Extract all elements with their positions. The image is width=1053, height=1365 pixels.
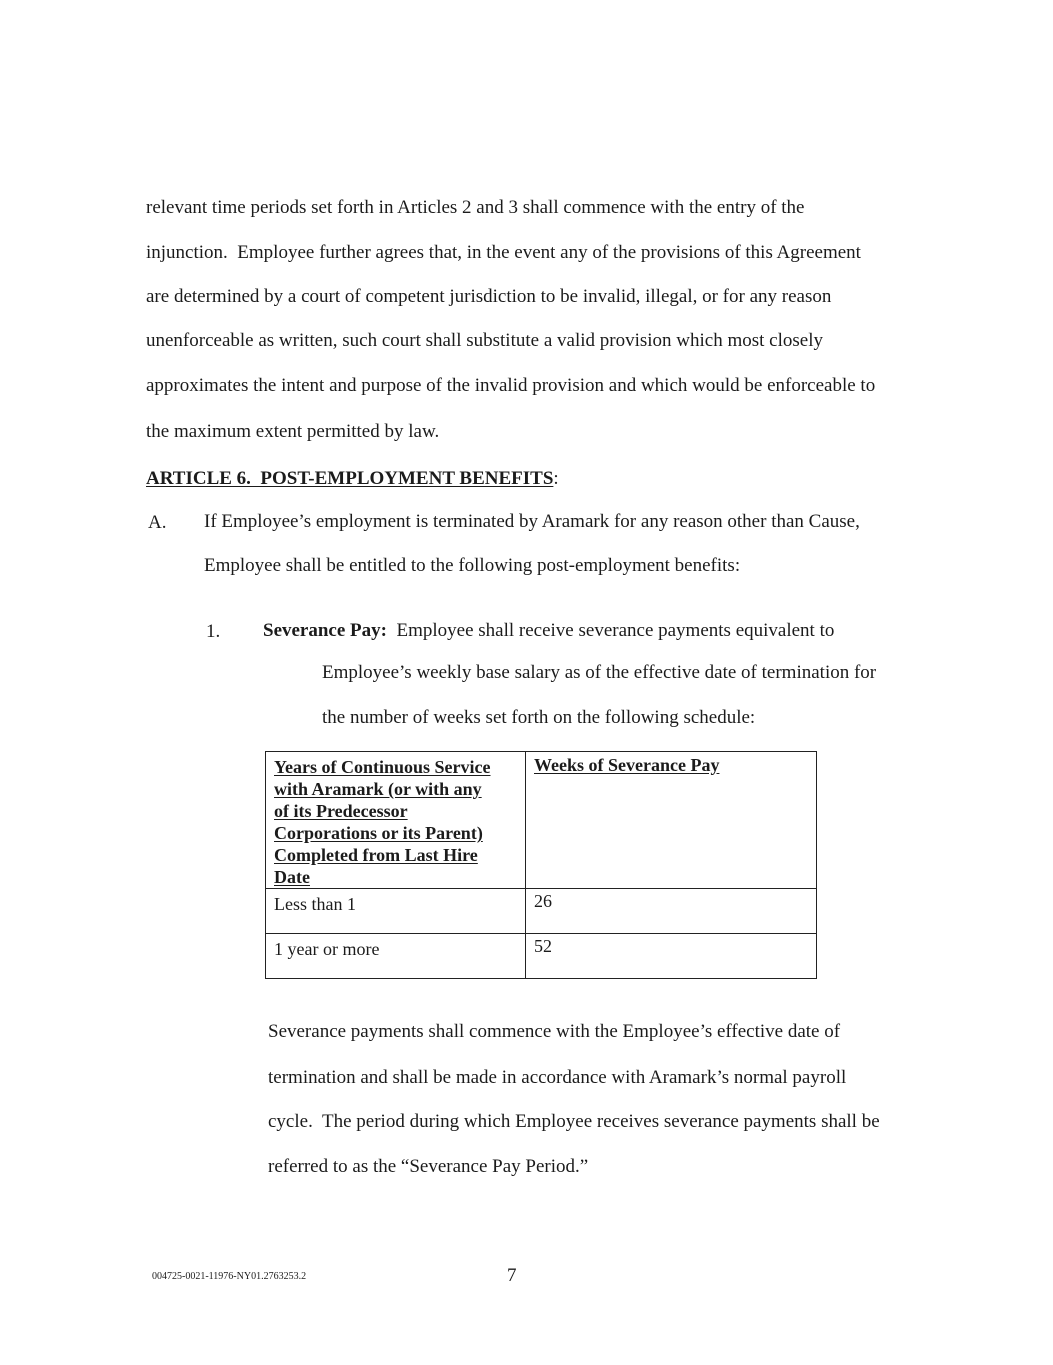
page-number: 7 (507, 1265, 517, 1286)
header-years-line: of its Predecessor (274, 801, 408, 821)
years-cell: 1 year or more (266, 934, 526, 979)
weeks-cell: 52 (526, 934, 817, 979)
header-years-line: Completed from Last Hire (274, 845, 478, 865)
item-1-line: Employee’s weekly base salary as of the effective date of termination for (322, 662, 877, 683)
header-years-line: Date (274, 867, 310, 887)
header-years-line: with Aramark (or with any (274, 779, 482, 799)
header-weeks-text: Weeks of Severance Pay (534, 755, 720, 775)
item-1-first-line (263, 620, 834, 642)
paragraph-line: referred to as the “Severance Pay Period.” (268, 1156, 589, 1177)
header-weeks-cell (526, 752, 817, 889)
article-heading-text: ARTICLE 6. POST-EMPLOYMENT BENEFITS (146, 468, 554, 489)
section-a-line: Employee shall be entitled to the following post-employment benefits: (204, 555, 741, 576)
paragraph-line: Severance payments shall commence with the Employee’s effective date of (268, 1021, 841, 1042)
header-years-line: Corporations or its Parent) (274, 823, 483, 843)
paragraph-line: injunction. Employee further agrees that, in the event any of the provisions of this Agreement (146, 242, 861, 263)
item-1-term: Severance Pay: (263, 620, 387, 641)
severance-schedule-table (265, 751, 817, 979)
footer-document-id: 004725-0021-11976-NY01.2763253.2 (152, 1271, 307, 1282)
table-header-row (266, 752, 817, 889)
item-1-line: the number of weeks set forth on the following schedule: (322, 707, 756, 728)
table-row (266, 889, 817, 934)
table-row (266, 934, 817, 979)
paragraph-line: approximates the intent and purpose of the invalid provision and which would be enforceable to (146, 375, 876, 396)
paragraph-line: unenforceable as written, such court shall substitute a valid provision which most closely (146, 330, 823, 351)
article-heading (146, 468, 559, 490)
item-1-first-line-text: Employee shall receive severance payments equivalent to (386, 620, 835, 641)
years-cell: Less than 1 (266, 889, 526, 934)
paragraph-line: relevant time periods set forth in Articles 2 and 3 shall commence with the entry of the (146, 197, 805, 218)
weeks-cell: 26 (526, 889, 817, 934)
paragraph-line: the maximum extent permitted by law. (146, 421, 440, 442)
header-years-cell (266, 752, 526, 889)
header-years-line: Years of Continuous Service (274, 757, 491, 777)
paragraph-line: termination and shall be made in accordance with Aramark’s normal payroll (268, 1067, 847, 1088)
section-a-marker: A. (148, 512, 167, 533)
item-1-marker: 1. (206, 621, 221, 642)
section-a-line: If Employee’s employment is terminated by Aramark for any reason other than Cause, (204, 511, 860, 532)
paragraph-line: are determined by a court of competent jurisdiction to be invalid, illegal, or for any reason (146, 286, 832, 307)
paragraph-line: cycle. The period during which Employee receives severance payments shall be (268, 1111, 880, 1132)
article-heading-colon: : (553, 468, 559, 489)
